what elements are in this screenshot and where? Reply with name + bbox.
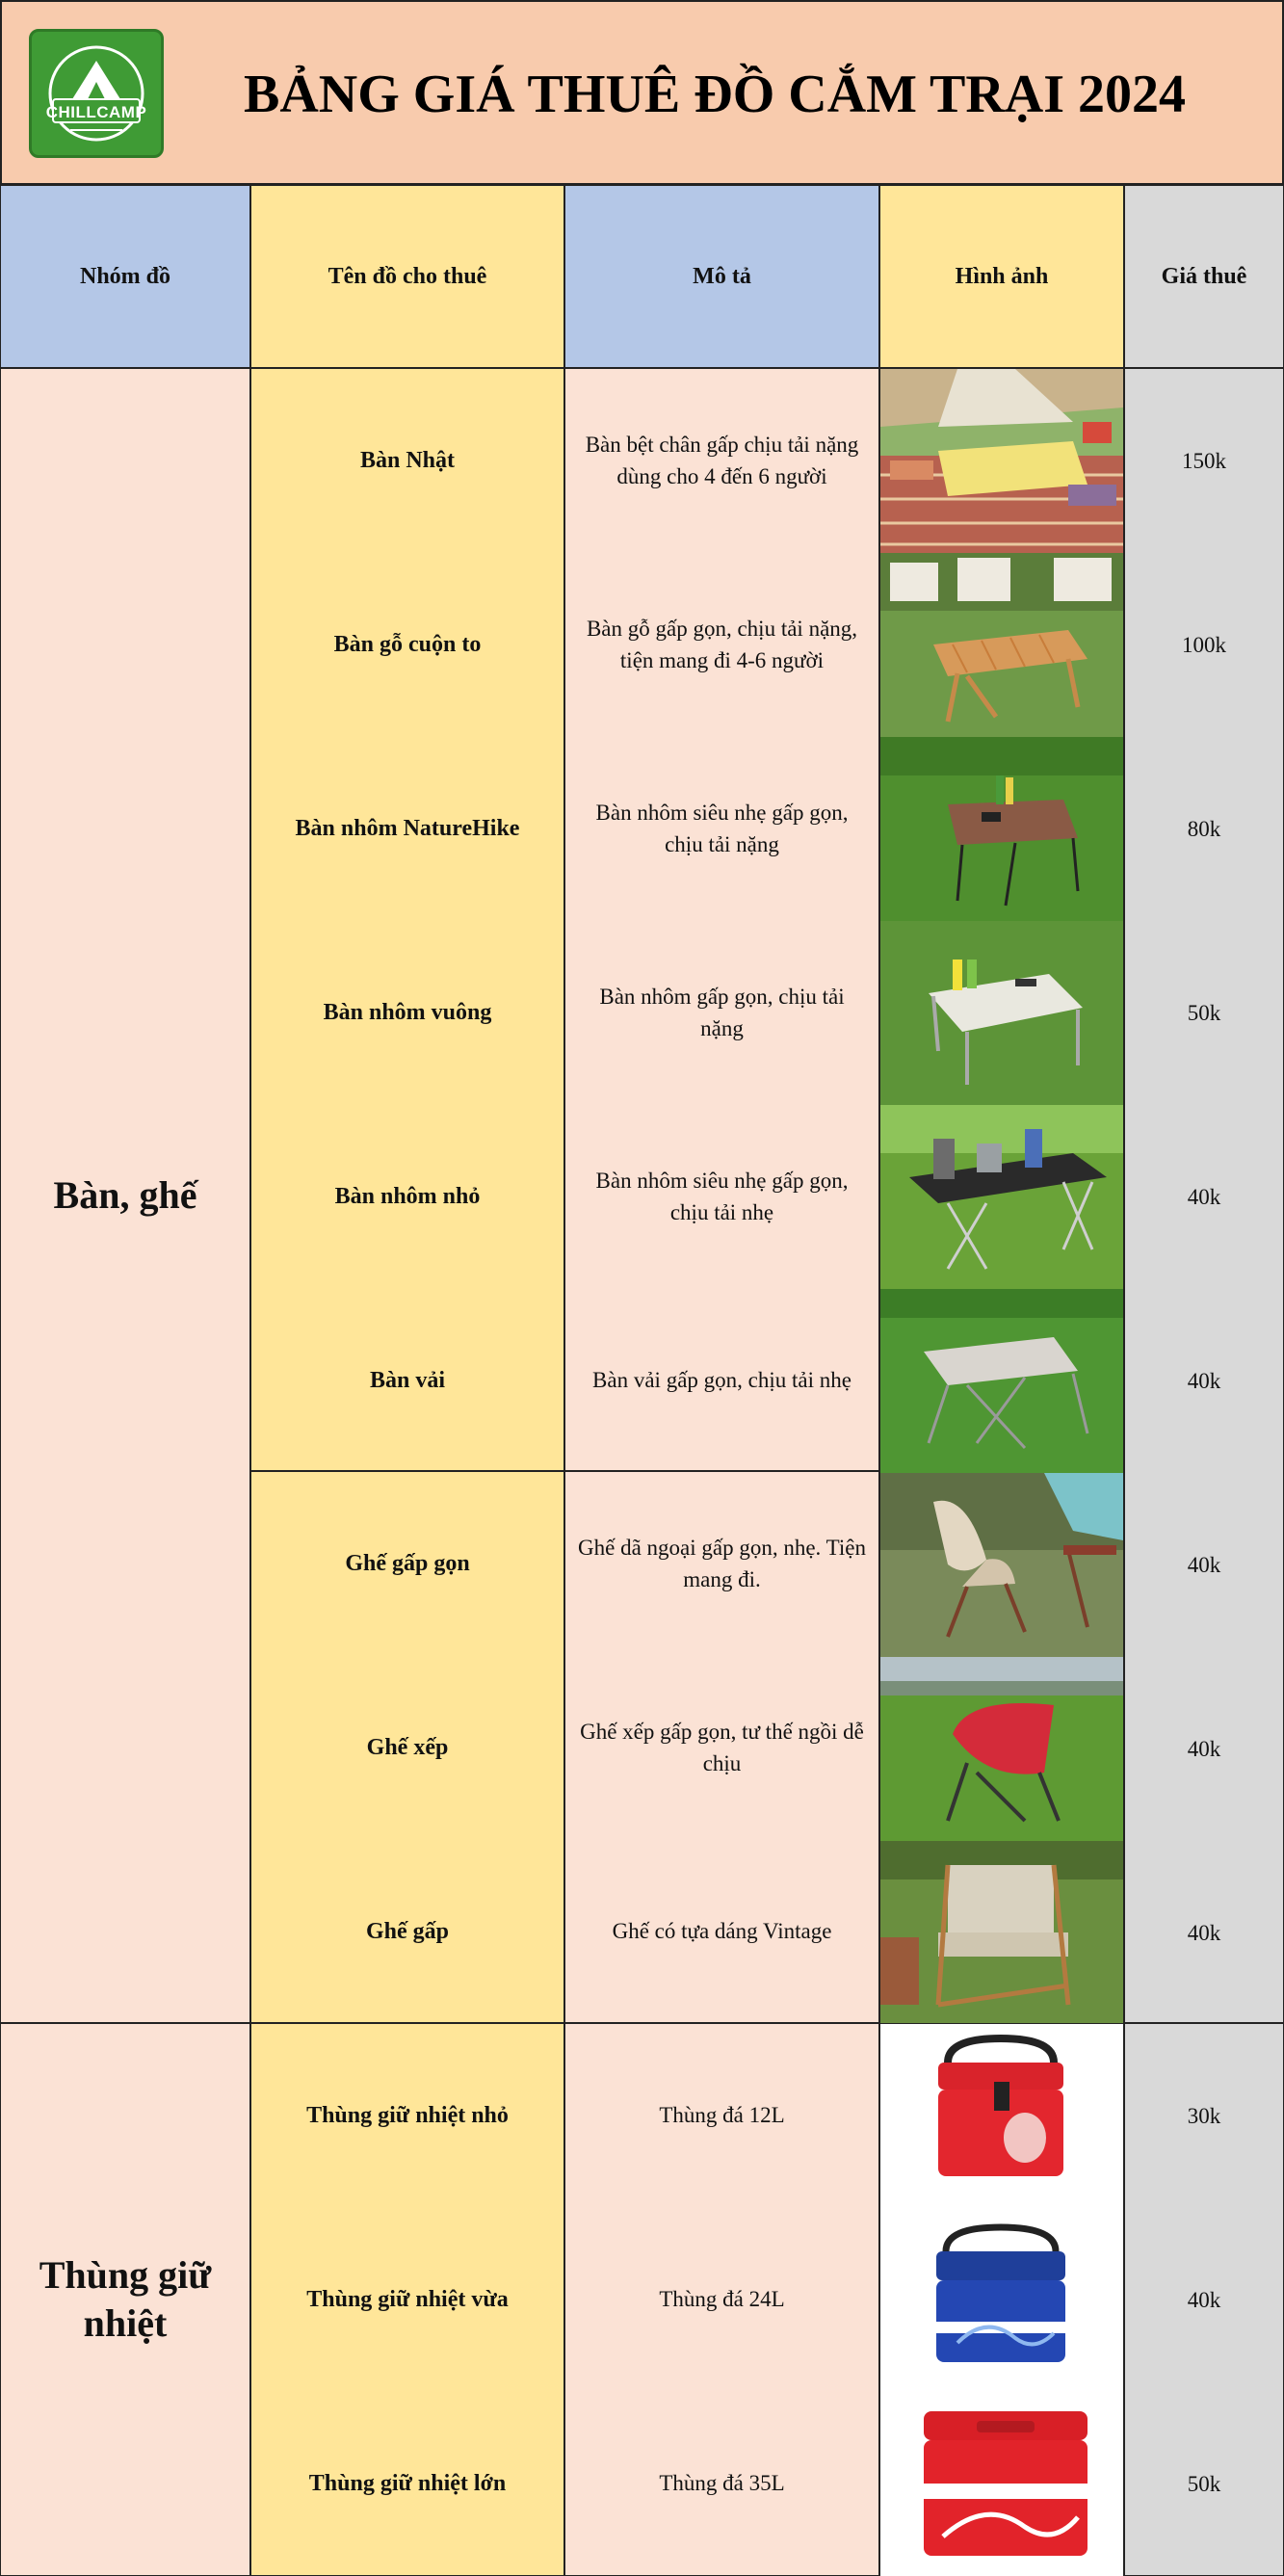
group-cell-coolers [0, 2023, 250, 2576]
name-block-tables [250, 368, 564, 1471]
item-name: Ghế gấp [365, 1919, 449, 1944]
aluminum-table-photo [880, 737, 1123, 921]
logo-text: CHILLCAMP [45, 103, 147, 121]
item-name: Bàn nhôm NatureHike [295, 816, 520, 841]
group-cell-tables-chairs [0, 368, 250, 2023]
description-block-coolers [564, 2023, 879, 2576]
item-price: 100k [1182, 632, 1226, 657]
folding-chair-photo [880, 1657, 1123, 1841]
item-price: 40k [1187, 1368, 1221, 1393]
item-name: Thùng giữ nhiệt lớn [308, 2471, 507, 2496]
item-description: Thùng đá 35L [659, 2471, 785, 2496]
item-name: Ghế gấp gọn [345, 1551, 470, 1576]
col-header-description: Mô tả [564, 185, 879, 368]
image-block-furniture [879, 368, 1124, 2023]
item-name: Bàn gỗ cuộn to [333, 632, 482, 657]
item-description: Bàn bệt chân gấp chịu tải nặng dùng cho 4 đến 6 người [585, 433, 859, 488]
col-header-group: Nhóm đồ [0, 185, 250, 368]
item-name: Ghế xếp [366, 1735, 449, 1760]
image-block-coolers [879, 2023, 1124, 2576]
name-block-chairs [250, 1471, 564, 2023]
item-description: Ghế dã ngoại gấp gọn, nhẹ. Tiện mang đi. [578, 1536, 866, 1591]
item-description: Ghế có tựa dáng Vintage [612, 1919, 832, 1944]
item-price: 30k [1187, 2103, 1221, 2128]
item-price: 50k [1187, 2471, 1221, 2496]
fabric-table-photo [880, 1289, 1123, 1473]
item-name: Thùng giữ nhiệt vừa [306, 2287, 509, 2312]
item-price: 50k [1187, 1000, 1221, 1025]
small-table-photo [880, 1105, 1123, 1289]
item-description: Bàn nhôm gấp gọn, chịu tải nặng [599, 985, 845, 1040]
item-price: 40k [1187, 2287, 1221, 2312]
item-price: 40k [1187, 1920, 1221, 1945]
page-title: BẢNG GIÁ THUÊ ĐỒ CẮM TRẠI 2024 [243, 65, 1187, 124]
col-header-name: Tên đồ cho thuê [250, 185, 564, 368]
item-price: 80k [1187, 816, 1221, 841]
moon-chair-photo [880, 1473, 1123, 1657]
vintage-chair-photo [880, 1841, 1123, 2025]
item-description: Ghế xếp gấp gọn, tư thế ngồi dễ chịu [580, 1720, 864, 1775]
item-name: Bàn nhôm vuông [323, 1000, 492, 1025]
red-cooler-large-photo [880, 2392, 1123, 2576]
item-price: 40k [1187, 1736, 1221, 1761]
item-name: Thùng giữ nhiệt nhỏ [306, 2103, 509, 2128]
group-label: Bàn, ghế [53, 1173, 197, 1217]
item-price: 40k [1187, 1552, 1221, 1577]
col-header-image: Hình ảnh [879, 185, 1124, 368]
item-description: Thùng đá 12L [659, 2103, 785, 2128]
item-description: Bàn vải gấp gọn, chịu tải nhẹ [592, 1368, 852, 1393]
wood-roll-table-photo [880, 553, 1123, 737]
description-block-chairs [564, 1471, 879, 2023]
header-banner [0, 0, 1284, 185]
mountain-icon [32, 32, 161, 155]
picnic-table-photo [880, 369, 1123, 553]
item-price: 150k [1182, 448, 1226, 473]
price-block-coolers [1124, 2023, 1284, 2576]
price-block-furniture [1124, 368, 1284, 2023]
item-description: Bàn nhôm siêu nhẹ gấp gọn, chịu tải nặng [595, 801, 849, 856]
item-description: Bàn gỗ gấp gọn, chịu tải nặng, tiện mang đi 4-6 người [586, 617, 858, 672]
col-header-price: Giá thuê [1124, 185, 1284, 368]
square-table-photo [880, 921, 1123, 1105]
item-price: 40k [1187, 1184, 1221, 1209]
item-name: Bàn Nhật [359, 448, 456, 473]
chillcamp-logo [29, 29, 164, 158]
description-block-tables [564, 368, 879, 1471]
red-cooler-small-photo [880, 2024, 1123, 2208]
item-description: Thùng đá 24L [659, 2287, 785, 2312]
name-block-coolers [250, 2023, 564, 2576]
blue-cooler-photo [880, 2208, 1123, 2392]
item-name: Bàn nhôm nhỏ [334, 1184, 481, 1209]
item-description: Bàn nhôm siêu nhẹ gấp gọn, chịu tải nhẹ [595, 1169, 849, 1224]
group-label: Thùng giữ nhiệt [39, 2253, 212, 2345]
item-name: Bàn vải [369, 1368, 446, 1393]
